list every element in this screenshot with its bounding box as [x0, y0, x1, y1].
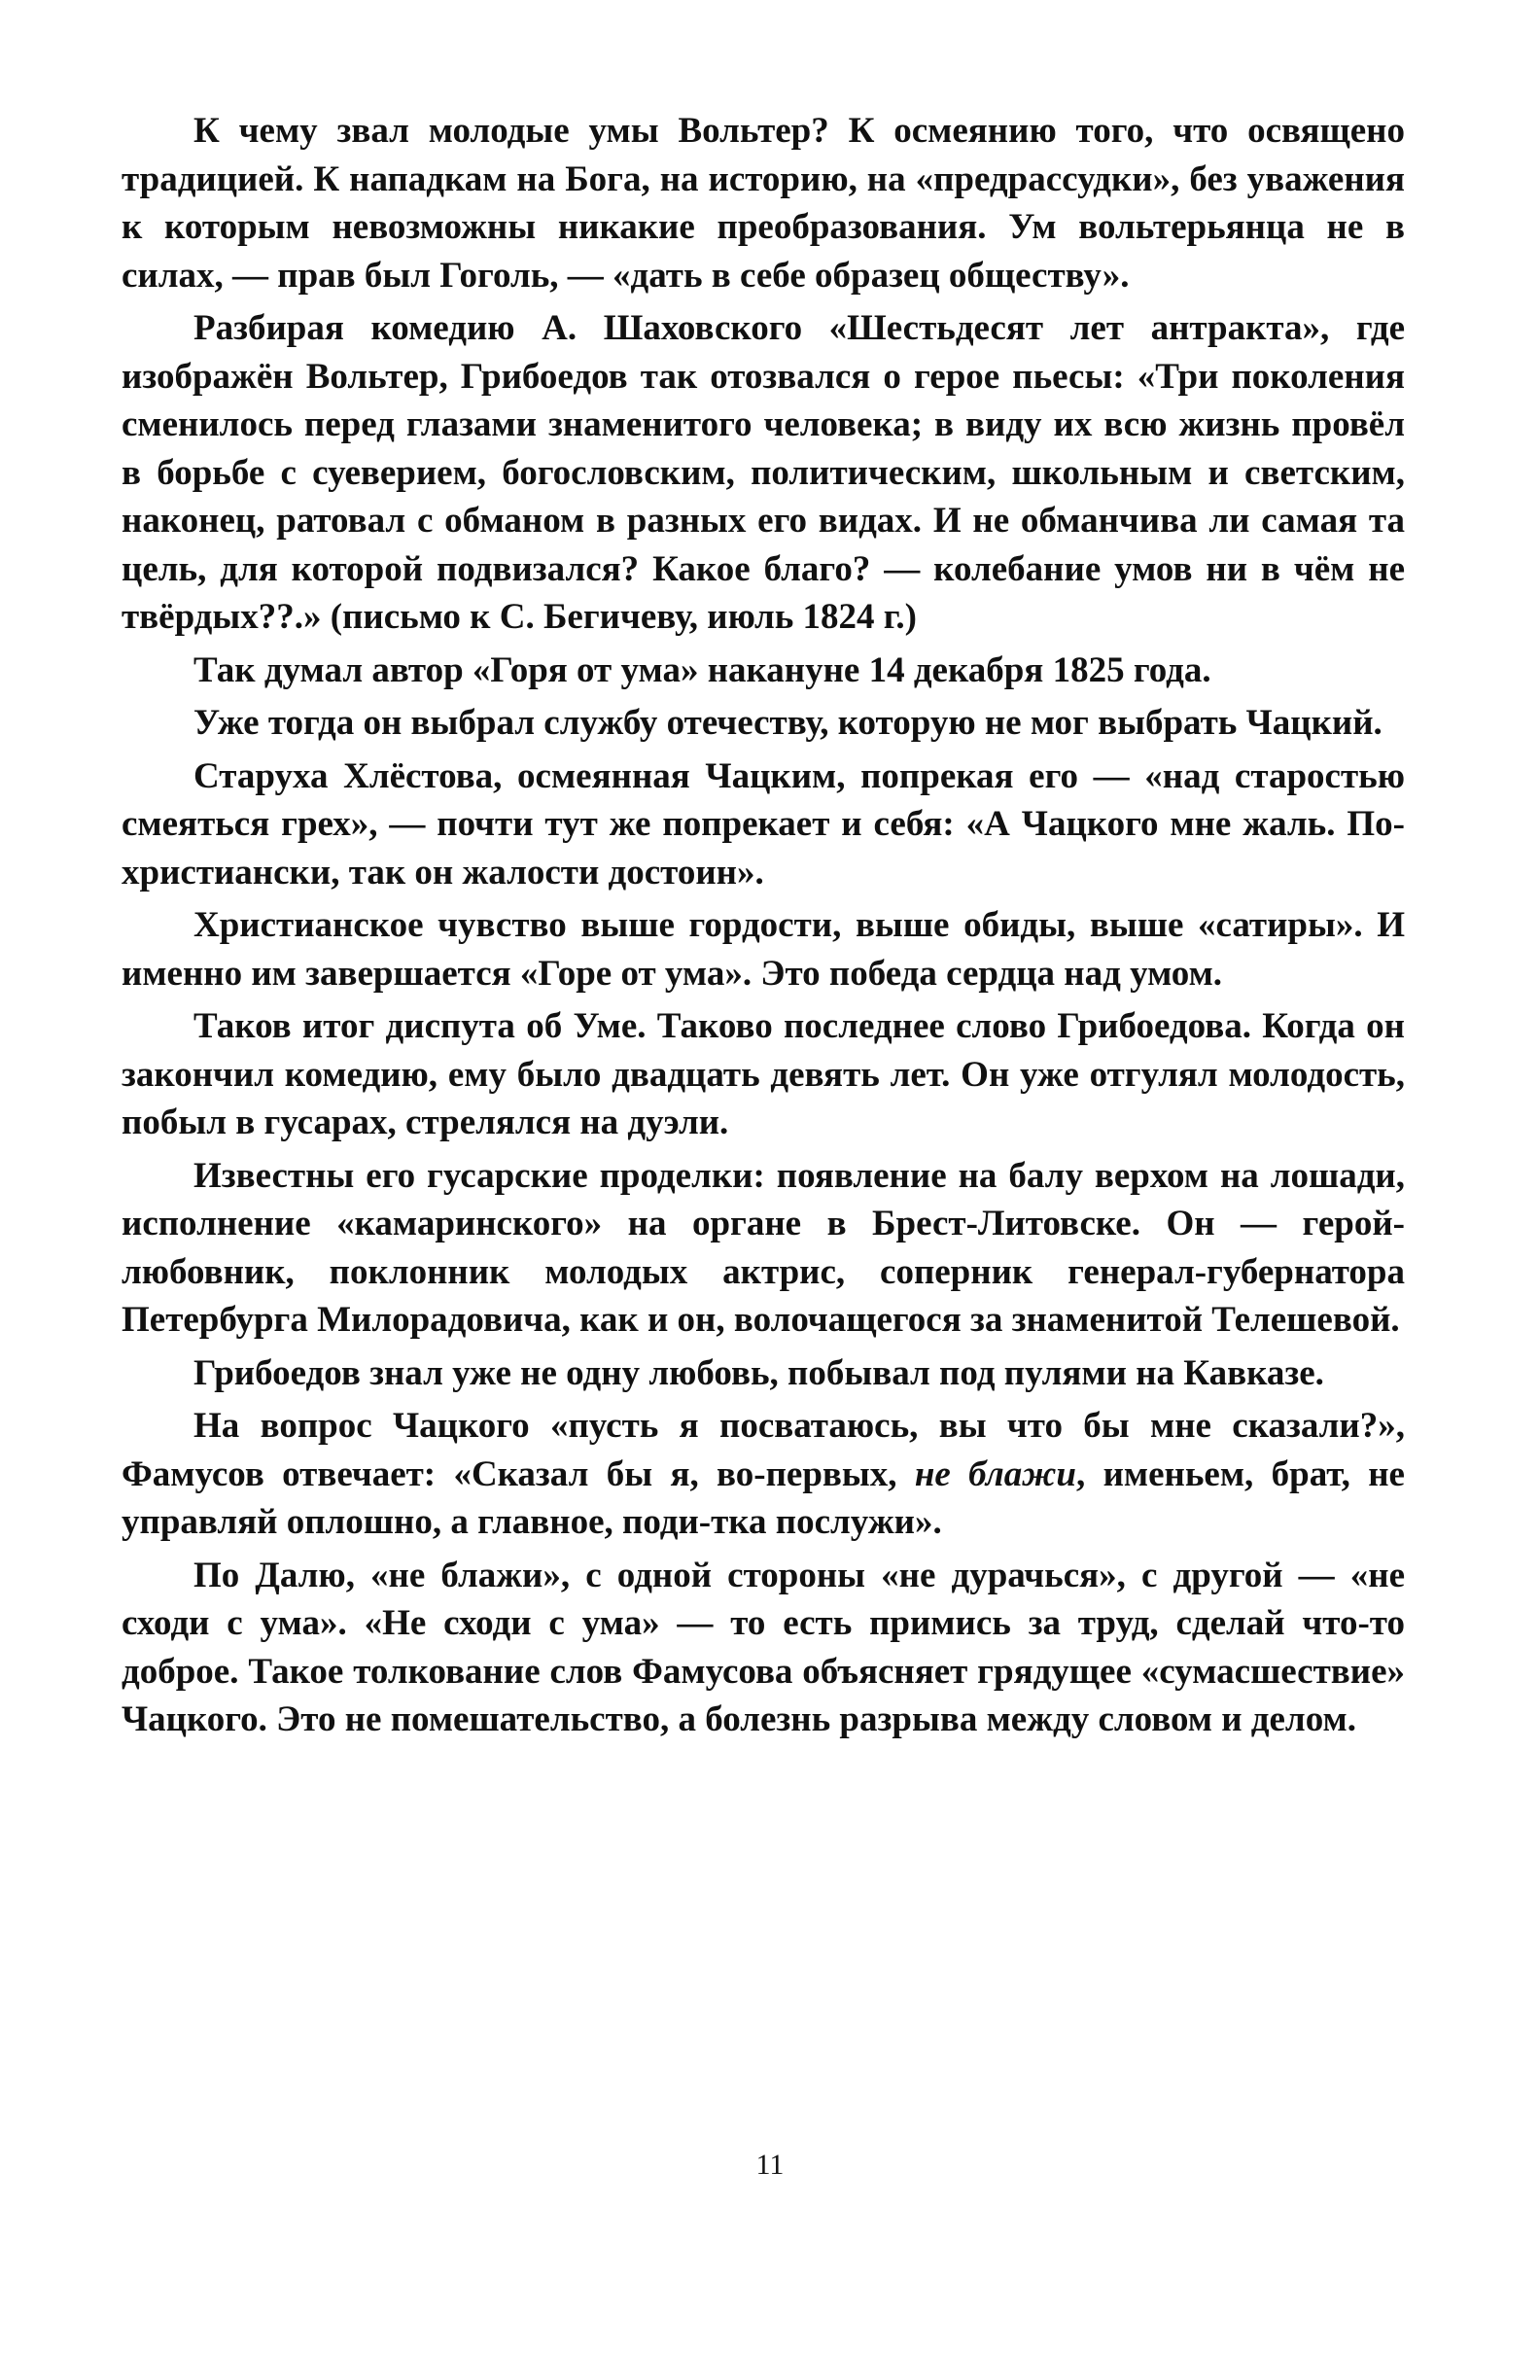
paragraph-8: Известны его гусарские проделки: появление на балу верхом на лошади, исполнение «камаринского» на органе в Брест-Литовске. Он — герой-любовник, поклонник молодых актрис, соперник генерал-губернатора Петербурга Милорадовича, как и он, волочащегося за знаменитой Телешевой. [122, 1155, 1405, 1340]
paragraph-5: Старуха Хлёстова, осмеянная Чацким, попрекая его — «над старостью смеяться грех», — почти тут же попрекает и себя: «А Чацкого мне жаль. По-христиански, так он жалости достоин». [122, 755, 1405, 892]
paragraph-9: Грибоедов знал уже не одну любовь, побывал под пулями на Кавказе. [193, 1352, 1324, 1393]
page-body [122, 107, 1405, 1744]
paragraph-4: Уже тогда он выбрал службу отечеству, которую не мог выбрать Чацкий. [193, 703, 1382, 743]
paragraph-10-part-2: , именьем, брат, не управляй оплошно, а главное, поди-тка послужи». [122, 1453, 1405, 1542]
paragraph-2: Разбирая комедию А. Шаховского «Шестьдесят лет антракта», где изображён Вольтер, Грибоедов так отозвался о герое пьесы: «Три поколения сменилось перед глазами знаменитого человека; в виду их всю жизнь провёл в борьбе с суеверием, богословским, политическим, школьным и светским, наконец, ратовал с обманом в разных его видах. И не обманчива ли самая та цель, для которой подвизался? Какое благо? — колебание умов ни в чём не твёрдых??.» (письмо к С. Бегичеву, июль 1824 г.) [122, 308, 1405, 637]
paragraph-6: Христианское чувство выше гордости, выше обиды, выше «сатиры». И именно им завершается «Горе от ума». Это победа сердца над умом. [122, 905, 1405, 994]
paragraph-3: Так думал автор «Горя от ума» накануне 14 декабря 1825 года. [193, 649, 1211, 690]
paragraph-11: По Далю, «не блажи», с одной стороны «не дурачься», с другой — «не сходи с ума». «Не сходи с ума» — то есть примись за труд, сделай что-то доброе. Такое толкование слов Фамусова объясняет грядущее «сумасшествие» Чацкого. Это не помешательство, а болезнь разрыва между словом и делом. [122, 1555, 1405, 1739]
page-number: 11 [755, 2149, 785, 2181]
paragraph-7: Таков итог диспута об Уме. Таково последнее слово Грибоедова. Когда он закончил комедию, ему было двадцать девять лет. Он уже отгулял молодость, побыл в гусарах, стрелялся на дуэли. [122, 1006, 1405, 1142]
paragraph-10-italic: не блажи [914, 1453, 1077, 1494]
paragraph-1: К чему звал молодые умы Вольтер? К осмеянию того, что освящено традицией. К нападкам на Бога, на историю, на «предрассудки», без уважения к которым невозможны никакие преобразования. Ум вольтерьянца не в силах, — прав был Гоголь, — «дать в себе образец обществу». [122, 111, 1405, 296]
paragraph-10-part-1: На вопрос Чацкого «пусть я посватаюсь, вы что бы мне сказали?», Фамусов отвечает: «Сказал бы я, во-первых, [122, 1406, 1405, 1494]
paragraph-10 [122, 1402, 1405, 1547]
